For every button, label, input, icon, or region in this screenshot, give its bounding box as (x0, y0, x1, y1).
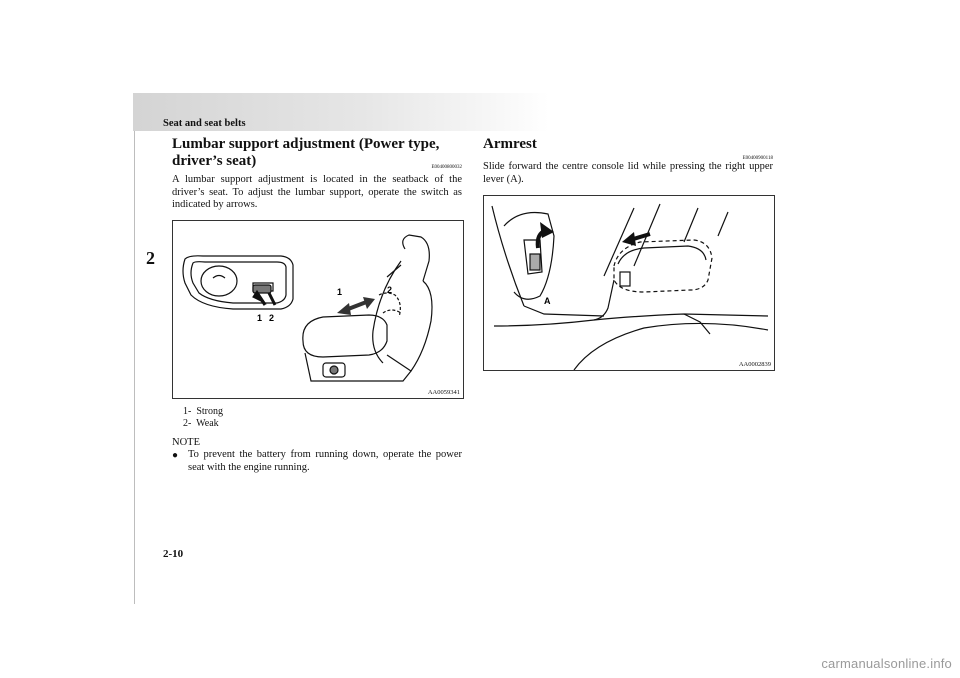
legend-item-number: 1- (183, 406, 192, 417)
lumbar-illustration (173, 221, 463, 398)
side-rule (134, 131, 135, 604)
legend-item-text: Strong (196, 406, 224, 417)
armrest-section-heading (483, 136, 773, 161)
lumbar-title: Lumbar support adjustment (Power type, driver’s seat) (172, 136, 440, 169)
lumbar-callout-1: 1 (257, 313, 263, 323)
lumbar-callout-2: 2 (269, 313, 275, 323)
armrest-illustration (484, 196, 774, 370)
legend-item (183, 418, 223, 430)
legend-item-text: Weak (196, 418, 219, 429)
chapter-tab: 2 (146, 248, 155, 268)
page-number: 2-10 (163, 548, 184, 560)
lumbar-code: E00400800032 (431, 165, 462, 170)
legend-item-number: 2- (183, 418, 192, 429)
armrest-figure (483, 195, 775, 371)
note-label: NOTE (172, 437, 200, 448)
lumbar-section-heading (172, 136, 462, 170)
armrest-code: E00400900118 (742, 156, 773, 161)
lumbar-legend (183, 406, 223, 430)
note-bullet-icon: ● (172, 450, 179, 461)
lumbar-body: A lumbar support adjustment is located in the seatback of the driver’s seat. To adjust the lumbar support, operate the switch as indicated by arrows. (172, 174, 462, 211)
armrest-figure-id: AA0002839 (738, 361, 771, 368)
note-text: To prevent the battery from running down, operate the power seat with the engine running. (188, 449, 462, 473)
armrest-title: Armrest (483, 136, 537, 152)
lumbar-figure (172, 220, 464, 399)
seat-callout-2: 2 (387, 285, 393, 295)
lumbar-figure-id: AA0059341 (427, 389, 460, 396)
armrest-callout-a: A (544, 296, 551, 306)
watermark-link[interactable]: carmanualsonline.info (821, 656, 952, 671)
legend-item (183, 406, 223, 418)
armrest-body: Slide forward the centre console lid while pressing the right upper lever (A). (483, 161, 773, 185)
section-title: Seat and seat belts (163, 118, 246, 129)
seat-callout-1: 1 (337, 287, 343, 297)
